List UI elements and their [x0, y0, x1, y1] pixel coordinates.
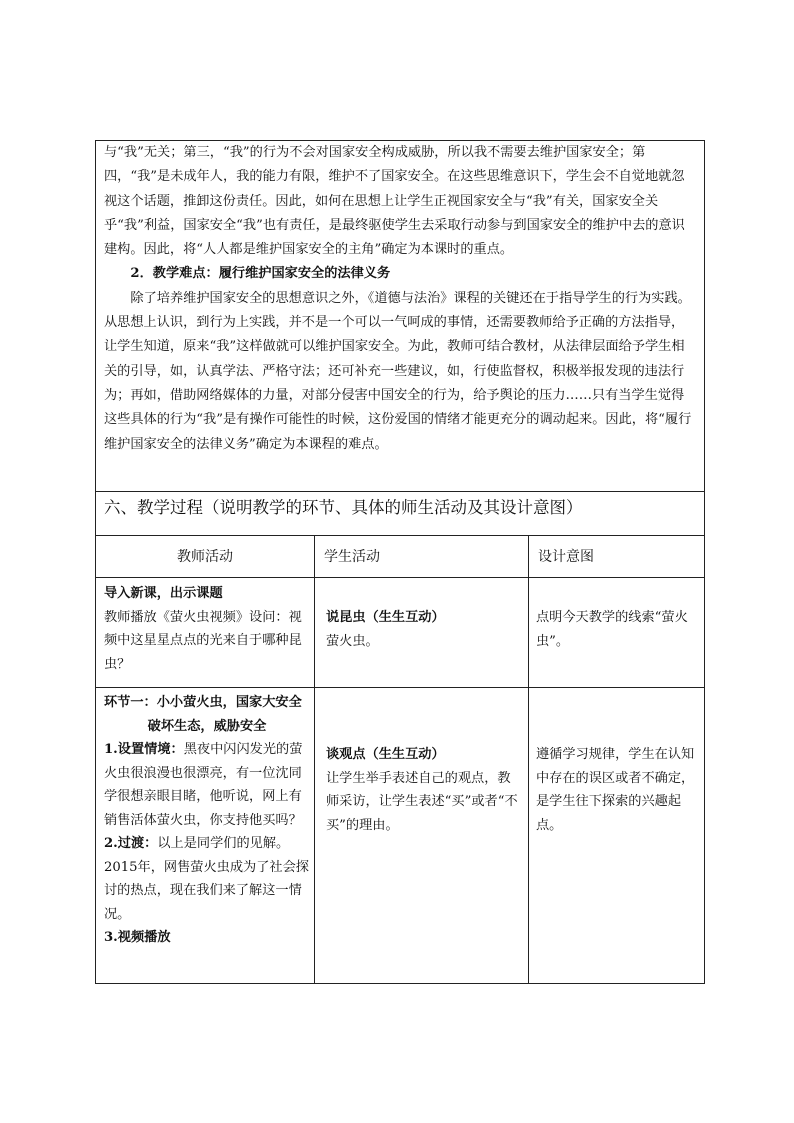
- row1-intent-text: 点明今天教学的线索“萤火虫”。: [536, 610, 688, 649]
- row2-teacher-subtitle: 破坏生态，威胁安全: [147, 718, 267, 734]
- item2-label: 2.过渡：: [104, 836, 158, 851]
- intro-block: [104, 141, 696, 457]
- row2-intent-text: 遵循学习规律，学生在认知中存在的误区或者不确定，是学生往下探索的兴趣起点。: [536, 747, 695, 833]
- section-title: 六、教学过程（说明教学的环节、具体的师生活动及其设计意图）: [104, 498, 583, 517]
- row1-student-cell: [326, 606, 522, 653]
- item2-text: 以上是同学们的见解。2015年，网售萤火虫成为了社会探讨的热点，现在我们来了解这一情况。: [104, 836, 309, 922]
- row2-intent-cell: [536, 743, 702, 837]
- row2-student-title: 谈观点（生生互动）: [326, 747, 445, 762]
- row1-student-text: 萤火虫。: [326, 633, 379, 649]
- divider-line: [96, 491, 704, 492]
- difficulty-heading: 2．教学难点：履行维护国家安全的法律义务: [130, 266, 391, 282]
- lesson-plan-table: [95, 140, 705, 984]
- row2-item-2: [104, 832, 310, 926]
- row2-student-cell: [326, 743, 522, 837]
- row2-student-text: 让学生举手表述自己的观点，教师采访，让学生表述“买”或者“不买”的理由。: [326, 770, 518, 833]
- row1-teacher-text: 教师播放《萤火虫视频》设问：视频中这星星点点的光来自于哪种昆虫？: [104, 609, 302, 672]
- row1-teacher-title: 导入新课，出示课题: [104, 586, 223, 601]
- item1-label: 1.设置情境：: [104, 742, 184, 757]
- intro-paragraph-2: 除了培养维护国家安全的思想意识之外，《道德与法治》课程的关键还在于指导学生的行为实践。从思想上认识，到行为上实践，并不是一个可以一气呵成的事情，还需要教师给予正确的方法指导，让学生知道，原来“我”这样做就可以维护国家安全。为此，教师可结合教材，从法律层面给予学生相关的引导，如，认真学法、严格守法；还可补充一些建议，如，行使监督权，积极举报发现的违法行为；再如，借助网络媒体的力量，对部分侵害中国安全的行为，给予舆论的压力……只有当学生觉得这些具体的行为“我”是有操作可能性的时候，这份爱国的情绪才能更充分的调动起来。因此，将“履行维护国家安全的法律义务”确定为本课程的难点。: [104, 290, 692, 452]
- row2-item-3: 3.视频播放: [104, 930, 171, 945]
- divider-line: [96, 577, 704, 578]
- intro-paragraph-1: 与“我”无关；第三，“我”的行为不会对国家安全构成威胁，所以我不需要去维护国家安全；第四，“我”是未成年人，我的能力有限，维护不了国家安全。在这些思维意识下，学生会不自觉地就忽视这个话题，推卸这份责任。因此，如何在思想上让学生正视国家安全与“我”有关，国家安全关乎“我”利益，国家安全“我”也有责任，是最终驱使学生去采取行动参与到国家安全的维护中去的意识建构。因此，将“人人都是维护国家安全的主角”确定为本课时的重点。: [104, 145, 685, 258]
- header-teacher-activity: 教师活动: [177, 549, 233, 565]
- row1-student-title: 说昆虫（生生互动）: [326, 610, 445, 625]
- column-divider: [528, 535, 529, 984]
- row2-teacher-title: 环节一：小小萤火虫，国家大安全: [104, 695, 302, 710]
- row2-item-1: [104, 738, 310, 832]
- header-student-activity: 学生活动: [324, 549, 380, 565]
- row1-teacher-cell: [104, 582, 310, 676]
- header-design-intent: 设计意图: [538, 549, 594, 565]
- row1-intent-cell: [536, 606, 702, 653]
- row2-teacher-cell: [104, 691, 310, 950]
- divider-line: [96, 535, 704, 536]
- column-divider: [314, 535, 315, 984]
- item1-text: 黑夜中闪闪发光的萤火虫很浪漫也很漂亮，有一位沈同学很想亲眼目睹，他听说，网上有销售活体萤火虫，你支持他买吗？: [104, 742, 303, 828]
- divider-line: [96, 687, 704, 688]
